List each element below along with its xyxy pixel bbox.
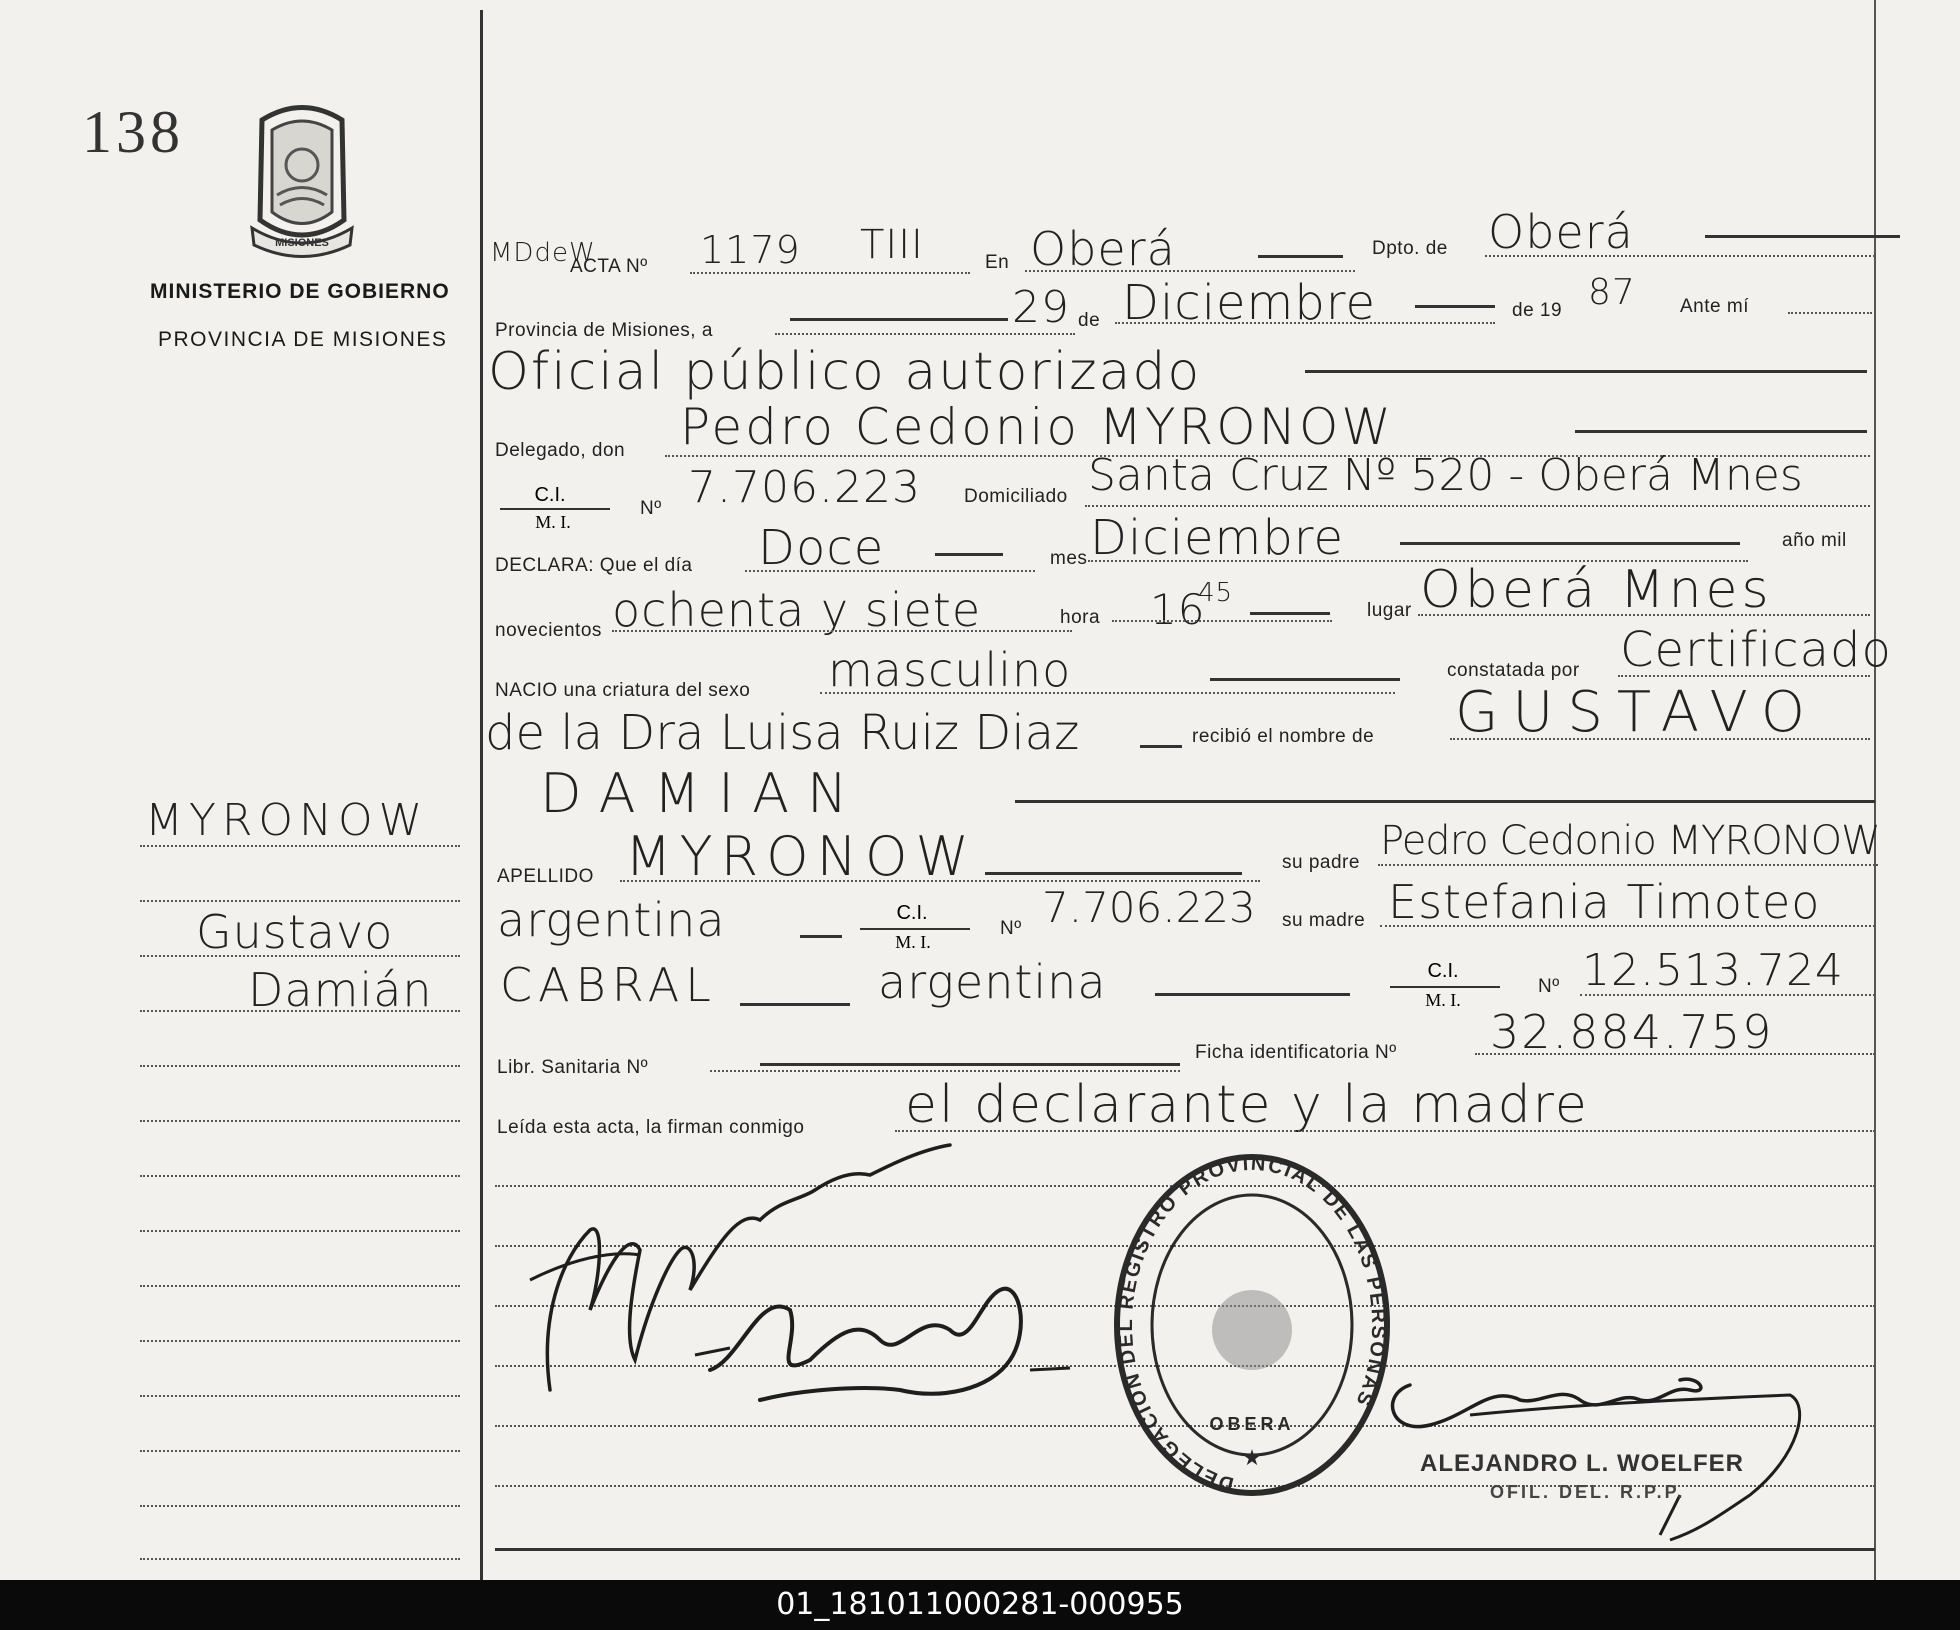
mother-mi-label: M. I.	[1425, 990, 1461, 1010]
fill-line	[1210, 678, 1400, 681]
fill-line	[1140, 745, 1182, 748]
ficha-number: 32.884.759	[1490, 1005, 1774, 1059]
margin-given-name-2: Damián	[248, 963, 433, 1017]
birth-day: Doce	[758, 520, 885, 576]
seal-lettering: MISIONES	[275, 237, 329, 249]
field-line	[1115, 322, 1495, 324]
field-line	[1112, 620, 1332, 622]
mother-ci-label: C.I.	[1427, 960, 1459, 982]
margin-line	[140, 1340, 460, 1342]
field-line	[1380, 925, 1875, 927]
fill-line	[1415, 305, 1495, 308]
field-line	[1788, 312, 1872, 314]
fill-line	[1155, 993, 1350, 996]
mother-signature	[680, 1250, 1080, 1410]
en-label: En	[985, 252, 1010, 273]
name-1: GUSTAVO	[1455, 680, 1819, 745]
constatada-label: constatada por	[1447, 660, 1580, 681]
hora-label: hora	[1060, 607, 1101, 628]
margin-line	[140, 1120, 460, 1122]
domicilio-label: Domiciliado	[964, 486, 1068, 507]
father-id: 7.706.223	[1042, 883, 1256, 932]
year-suffix: 87	[1588, 272, 1636, 313]
delegado-label: Delegado, don	[495, 440, 626, 461]
field-line	[1378, 864, 1878, 866]
acta-number: 1179	[700, 228, 801, 272]
birth-place: Oberá Mnes	[1420, 560, 1773, 620]
official-name: ALEJANDRO L. WOELFER	[1420, 1450, 1744, 1477]
month: Diciembre	[1122, 275, 1376, 331]
margin-line	[140, 1230, 460, 1232]
ano-label: año mil	[1782, 530, 1847, 551]
margin-given-name-1: Gustavo	[196, 905, 394, 959]
field-line	[895, 1130, 1875, 1132]
birth-year: ochenta y siete	[612, 583, 982, 637]
ante-label: Ante mí	[1680, 296, 1749, 317]
father-mi-label: M. I.	[895, 932, 931, 952]
tomo: TIII	[860, 222, 924, 268]
certified-by-2: de la Dra Luisa Ruiz Diaz	[485, 705, 1080, 761]
fill-line	[760, 1063, 1180, 1066]
apellido-label: APELLIDO	[497, 866, 594, 887]
day: 29	[1012, 282, 1070, 333]
nacio-label: NACIO una criatura del sexo	[495, 680, 751, 701]
birth-month: Diciembre	[1090, 510, 1344, 566]
mdw-note: MDdeW	[490, 238, 596, 268]
closing-rule	[495, 1548, 1875, 1551]
stamp-city: OBERA	[1209, 1414, 1295, 1434]
libreta-label: Libr. Sanitaria Nº	[497, 1057, 649, 1078]
recibio-label: recibió el nombre de	[1192, 726, 1375, 747]
margin-divider	[480, 10, 483, 1580]
margin-surname: MYRONOW	[145, 795, 429, 846]
madre-label: su madre	[1282, 910, 1366, 931]
fill-line	[800, 935, 842, 938]
sex: masculino	[828, 643, 1072, 697]
year-label: de 19	[1512, 300, 1563, 321]
mother-nationality: argentina	[878, 955, 1107, 1009]
field-line	[775, 333, 1075, 335]
field-line	[1450, 738, 1870, 740]
fill-line	[1015, 800, 1875, 803]
signers: el declarante y la madre	[905, 1075, 1589, 1135]
father-ci-label: C.I.	[896, 902, 928, 924]
fraction-line	[500, 508, 610, 510]
fill-line	[1705, 235, 1900, 238]
minutes: 45	[1198, 578, 1234, 608]
official-signature	[1370, 1345, 1850, 1545]
field-line	[1580, 994, 1875, 996]
margin-line	[140, 1175, 460, 1177]
no-label: Nº	[640, 498, 662, 519]
margin-line	[140, 900, 460, 902]
father-no-label: Nº	[1000, 918, 1022, 939]
fill-line	[1400, 542, 1740, 545]
official-title: OFIL. DEL. R.P.P.	[1490, 1482, 1686, 1502]
field-line	[745, 570, 1035, 572]
declarant: Pedro Cedonio MYRONOW	[680, 398, 1394, 456]
mother: Estefania Timoteo	[1388, 875, 1821, 929]
fill-line	[1575, 430, 1867, 433]
padre-label: su padre	[1282, 852, 1360, 873]
field-line	[1485, 255, 1875, 257]
mi-label: M. I.	[535, 512, 571, 532]
field-line	[612, 630, 1072, 632]
leida-label: Leída esta acta, la firman conmigo	[497, 1117, 805, 1138]
declarant-id: 7.706.223	[688, 462, 921, 513]
fill-line	[1250, 612, 1330, 615]
name-2: DAMIAN	[540, 762, 866, 825]
image-id-footer: 01_181011000281-000955	[0, 1580, 1960, 1630]
mother-no-label: Nº	[1538, 976, 1560, 997]
field-line	[1475, 1053, 1875, 1055]
ficha-label: Ficha identificatoria Nº	[1195, 1042, 1397, 1063]
ci-label: C.I.	[534, 484, 566, 506]
stamp-star-icon: ★	[1242, 1445, 1262, 1470]
mother-id: 12.513.724	[1582, 945, 1844, 996]
certified-by-1: Certificado	[1620, 622, 1892, 678]
fill-line	[740, 1003, 850, 1006]
registry-stamp	[1112, 1150, 1392, 1500]
provincia-label: Provincia de Misiones, a	[495, 320, 713, 341]
ministry-heading: MINISTERIO DE GOBIERNO	[150, 280, 450, 303]
acta-label: ACTA Nº	[570, 256, 648, 277]
field-line	[820, 692, 1395, 694]
field-line	[690, 272, 970, 274]
margin-line	[140, 1505, 460, 1507]
dpto-label: Dpto. de	[1372, 238, 1448, 259]
fill-line	[985, 872, 1242, 875]
declara-label: DECLARA: Que el día	[495, 555, 693, 576]
margin-line	[140, 1395, 460, 1397]
field-line	[1085, 505, 1870, 507]
field-line	[710, 1070, 1180, 1072]
field-line	[1618, 675, 1870, 677]
margin-line	[140, 1558, 460, 1560]
field-line	[1025, 270, 1355, 272]
hour: 16	[1150, 585, 1206, 634]
fraction-line	[1390, 986, 1500, 988]
mes-label: mes	[1050, 548, 1088, 569]
stamp-text: DELEGACION DEL REGISTRO PROVINCIAL DE LAS PERSONAS	[1115, 1152, 1390, 1496]
official: Oficial público autorizado	[488, 342, 1202, 402]
father-nationality: argentina	[497, 893, 726, 947]
fill-line	[790, 318, 1008, 321]
fill-line	[935, 553, 1003, 556]
province-heading: PROVINCIA DE MISIONES	[158, 328, 448, 351]
margin-line	[140, 1450, 460, 1452]
domicile: Santa Cruz Nº 520 - Oberá Mnes	[1088, 450, 1803, 501]
field-line	[620, 880, 1260, 882]
fill-line	[1305, 370, 1867, 373]
coat-of-arms-logo	[232, 100, 372, 260]
field-line	[1418, 614, 1870, 616]
novecientos-label: novecientos	[495, 620, 602, 641]
lugar-label: lugar	[1367, 600, 1412, 621]
place: Oberá	[1030, 222, 1176, 276]
father: Pedro Cedonio MYRONOW	[1380, 818, 1880, 864]
folio-number: 138	[82, 99, 184, 165]
mother-surname: CABRAL	[500, 958, 717, 1012]
margin-line	[140, 1285, 460, 1287]
fill-line	[1258, 255, 1343, 258]
margin-line	[140, 1065, 460, 1067]
fraction-line	[860, 928, 970, 930]
surname: MYRONOW	[625, 825, 977, 888]
dpto: Oberá	[1488, 205, 1634, 259]
de-label: de	[1078, 310, 1101, 331]
